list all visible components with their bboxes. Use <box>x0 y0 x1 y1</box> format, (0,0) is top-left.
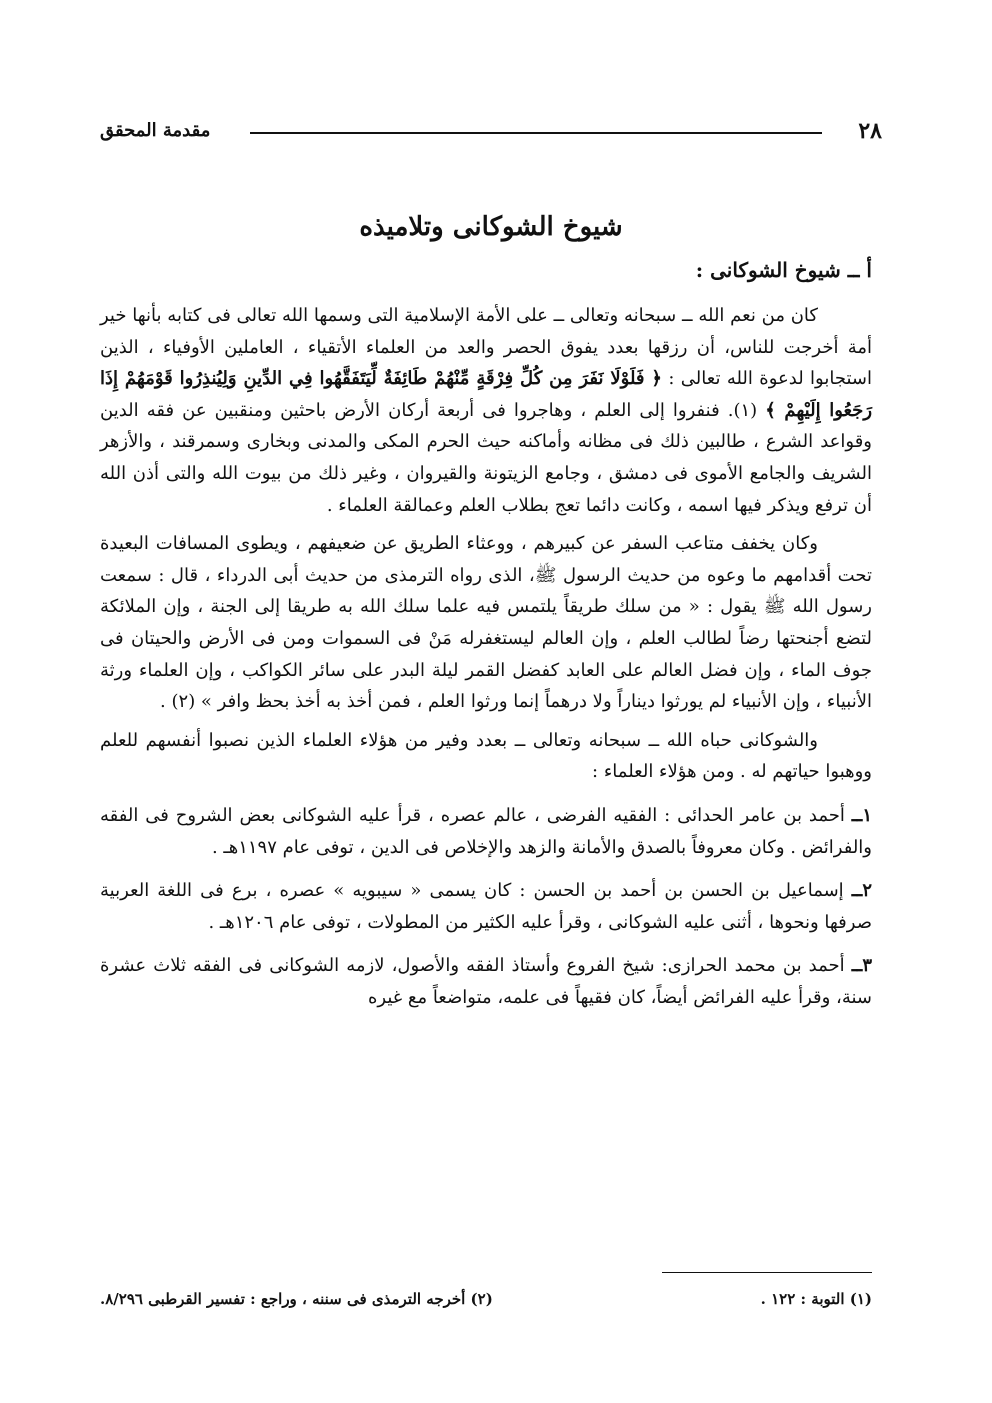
body-text <box>100 300 872 1013</box>
paragraph: والشوكانى حباه الله ــ سبحانه وتعالى ــ بعدد وفير من هؤلاء العلماء الذين نصبوا أنفسهم للعلم ووهبوا حياتهم له . ومن هؤلاء العلماء : <box>100 729 872 783</box>
list-item <box>100 875 872 938</box>
list-item-text: إسماعيل بن الحسن بن أحمد بن الحسن : كان يسمى « سيبويه » عصره ، برع فى اللغة العربية صرفها ونحوها ، أثنى عليه الشوكانى ، وقرأ عليه الكثير من المطولات ، توفى عام ١٢٠٦هـ . <box>100 880 872 933</box>
quran-verse: ﴿ فَلَوْلَا نَفَرَ مِن كُلِّ فِرْقَةٍ مِّنْهُمْ طَائِفَةٌ لِّيَتَفَقَّهُوا فِي الدِّينِ وَلِيُنذِرُوا قَوْمَهُمْ إِذَا رَجَعُوا إِلَيْهِمْ ﴾ <box>100 368 873 421</box>
list-item-number: ٣ــ <box>851 955 872 977</box>
page-header <box>100 118 882 148</box>
section-title: شيوخ الشوكانى وتلاميذه <box>359 212 623 242</box>
footnote-1: (١) التوبة : ١٢٢ . <box>760 1290 872 1308</box>
list-item <box>100 950 872 1013</box>
list-item-text: أحمد بن محمد الحرازى: شيخ الفروع وأستاذ الفقه والأصول، لازمه الشوكانى فى الفقه ثلاث عشرة سنة، وقرأ عليه الفرائض أيضاً، كان فقيهاً فى علمه، متواضعاً مع غيره <box>100 955 872 1008</box>
paragraph <box>100 300 872 521</box>
list-item-number: ١ــ <box>851 804 872 826</box>
running-title: مقدمة المحقق <box>100 120 211 141</box>
paragraph-text: كان من نعم الله ــ سبحانه وتعالى ــ على الأمة الإسلامية التى وسمها الله تعالى فى كتابه بأنها خير أمة أخرجت للناس، أن رزقها بعدد يفوق الحصر والعد من العلماء الأتقياء ، العاملين الأوفياء ، الذين استجابوا لدعوة الله تعالى : <box>100 305 872 390</box>
footnote-rule <box>662 1272 872 1273</box>
subsection-title: أ ــ شيوخ الشوكانى : <box>695 258 872 282</box>
list-item-text: أحمد بن عامر الحدائى : الفقيه الفرضى ، عالم عصره ، قرأ عليه الشوكانى بعض الشروح فى الفقه والفرائض . وكان معروفاً بالصدق والأمانة والزهد والإخلاص فى الدين ، توفى عام ١١٩٧هـ . <box>100 804 872 858</box>
paragraph-text: (١). فنفروا إلى العلم ، وهاجروا فى أربعة أركان الأرض باحثين ومنقبين عن فقه الدين وقواعد الشرع ، طالبين ذلك فى مظانه وأماكنه حيث الحرم المكى والمدنى وبخارى وسمرقند ، والأزهر الشريف والجامع الأموى فى دمشق ، وجامع الزيتونة والقيروان ، وغير ذلك من بيوت الله والتى أذن الله أن ترفع ويذكر فيها اسمه ، وكانت دائما تعج بطلاب العلم وعمالقة العلماء . <box>100 399 872 516</box>
page-number: ٢٨ <box>858 118 882 144</box>
paragraph: وكان يخفف متاعب السفر عن كبيرهم ، ووعثاء الطريق عن ضعيفهم ، ويطوى المسافات البعيدة تحت أقدامهم ما وعوه من حديث الرسول ﷺ، الذى رواه الترمذى من حديث أبى الدرداء ، قال : سمعت رسول الله ﷺ يقول : « من سلك طريقاً يلتمس فيه علما سلك الله به طريقا إلى الجنة ، وإن الملائكة لتضع أجنحتها رضاً لطالب العلم ، وإن العالم ليستغفرله مَنْ فى السموات ومن فى الأرض والحيتان فى جوف الماء ، وإن فضل العالم على العابد كفضل القمر ليلة البدر على سائر الكواكب ، وإن العلماء ورثة الأنبياء ، وإن الأنبياء لم يورثوا ديناراً ولا درهماً إنما ورثوا العلم ، فمن أخذ به أخذ بحظ وافر » (٢) . <box>100 533 872 713</box>
list-item-number: ٢ــ <box>851 880 872 902</box>
footnote-2: (٢) أخرجه الترمذى فى سننه ، وراجع : تفسير القرطبى ٨/٢٩٦. <box>100 1290 493 1308</box>
header-rule <box>250 132 822 134</box>
list-item <box>100 800 872 863</box>
footnotes <box>100 1290 872 1314</box>
